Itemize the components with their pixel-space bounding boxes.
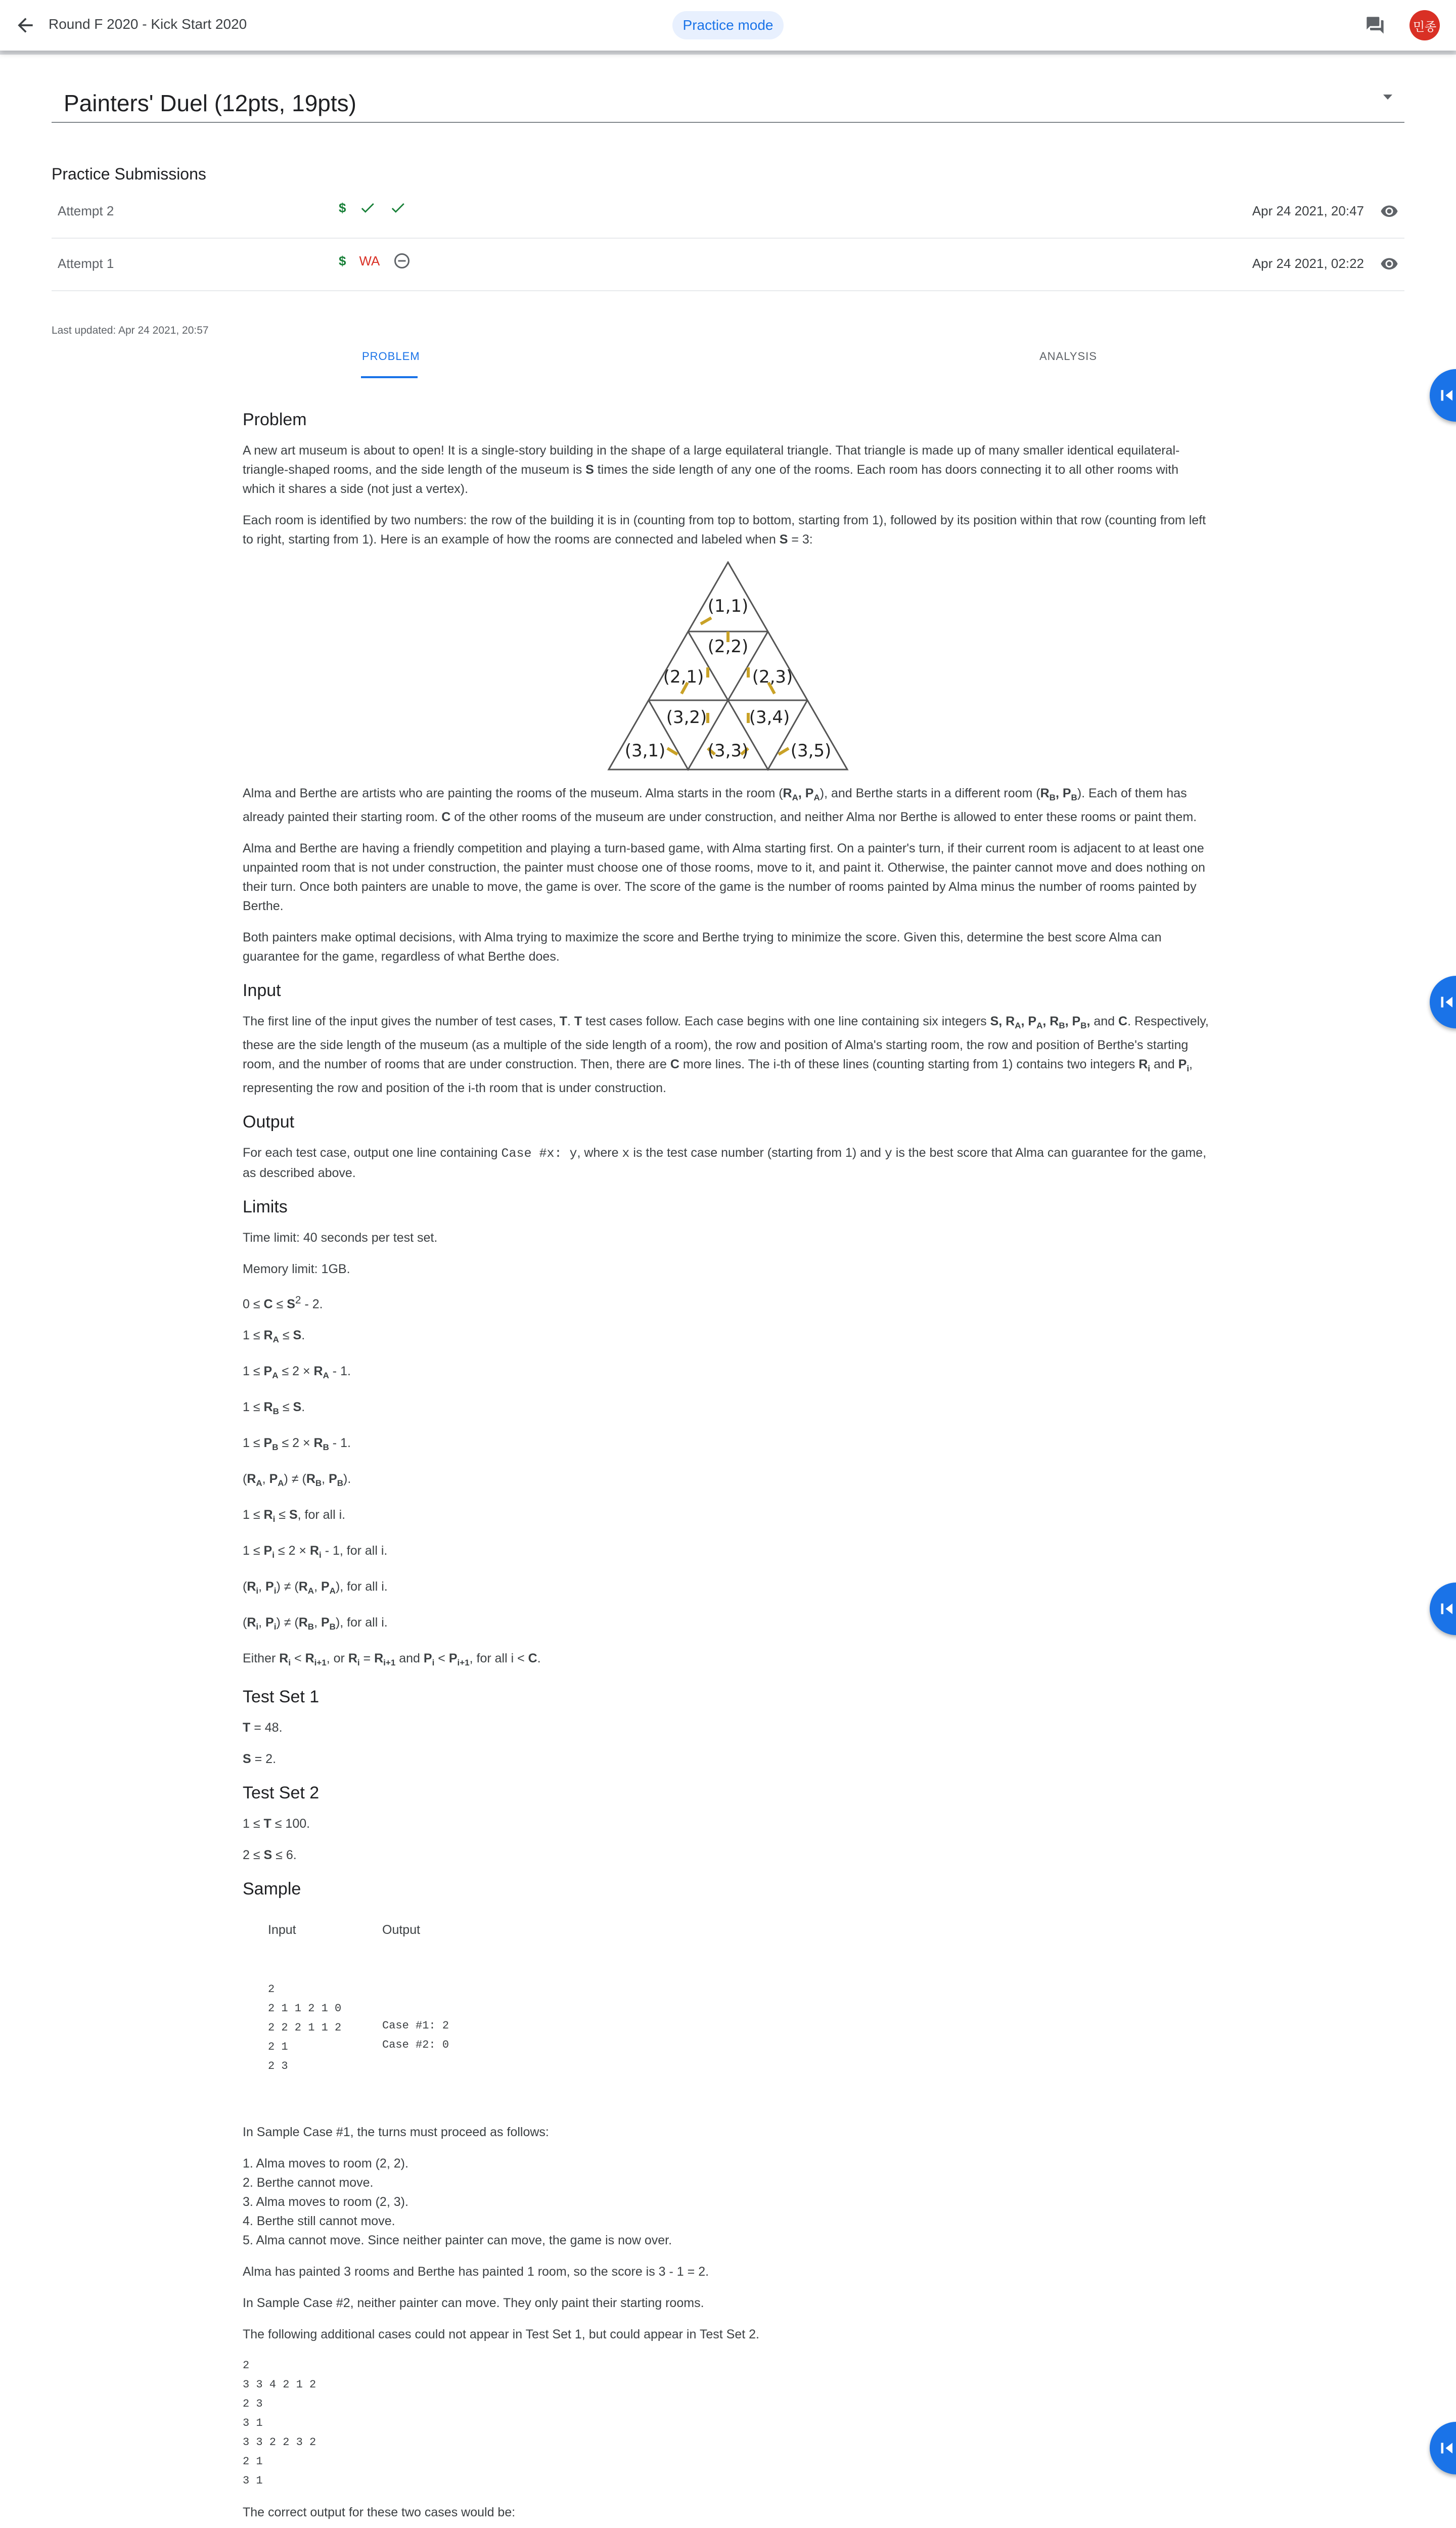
back-arrow-icon[interactable] bbox=[14, 14, 36, 36]
check-icon bbox=[359, 199, 376, 216]
first-page-icon bbox=[1439, 2441, 1456, 2455]
paragraph: The correct output for these two cases would be: bbox=[243, 2505, 516, 2520]
paragraph: In Sample Case #2, neither painter can move. They only paint their starting rooms. bbox=[243, 2296, 704, 2311]
chat-icon[interactable] bbox=[1365, 15, 1385, 35]
minus-circle-icon bbox=[393, 252, 411, 270]
sample-output[interactable]: Case #1: 2 Case #2: 0 bbox=[382, 2019, 449, 2052]
room-label: (3,2) bbox=[666, 707, 707, 728]
paragraph: Alma and Berthe are having a friendly competition and playing a turn-based game, with Alma starting first. On a painter's turn, if their current room is adjacent to at least one unpainted room that is not under construction, the painter must choose one of those rooms, move to it, and paint it. Otherwise, the painter cannot move and does nothing on their turn. Once both painters are unable to move, the game is over. The score of the game is the number of rooms painted by Alma minus the number of rooms painted by Berthe. bbox=[243, 841, 1205, 913]
tab-analysis[interactable]: ANALYSIS bbox=[1039, 350, 1097, 363]
problem-selector-label: Painters' Duel (12pts, 19pts) bbox=[64, 90, 356, 116]
expand-panel-button[interactable] bbox=[1430, 2422, 1456, 2474]
paragraph: In Sample Case #1, the turns must proceed as follows: bbox=[243, 2125, 549, 2140]
constraint: $1 \le P_i \le 2 \times R_i - 1$, for all i. bbox=[243, 1544, 388, 1560]
first-page-icon bbox=[1439, 995, 1456, 1009]
check-icon bbox=[389, 199, 406, 216]
paragraph: Each room is identified by two numbers: the row of the building it is in (counting from top to bottom, starting from 1), followed by its position within that row (counting from left to right, starting from 1). Here is an example of how the rooms are connected and labeled when S = 3: bbox=[243, 513, 1206, 547]
constraint: S = 2. bbox=[243, 1752, 277, 1767]
room-label: (3,4) bbox=[749, 707, 790, 728]
submissions-title: Practice Submissions bbox=[52, 165, 206, 183]
header-divider bbox=[0, 51, 1456, 55]
section-heading-sample: Sample bbox=[243, 1879, 301, 1899]
section-heading-input: Input bbox=[243, 981, 281, 1000]
constraint: $1 \le R_i \le S$, for all i. bbox=[243, 1508, 346, 1524]
constraint: 2 ≤ S ≤ 6. bbox=[243, 1848, 297, 1863]
tab-problem[interactable]: PROBLEM bbox=[362, 350, 420, 363]
expand-panel-button[interactable] bbox=[1430, 369, 1456, 422]
constraint: $1 \le P_B \le 2 \times R_B - 1$. bbox=[243, 1436, 351, 1453]
paragraph: Alma and Berthe are artists who are painting the rooms of the museum. Alma starts in the room ($R_A$, $P_A$), and Berthe starts in a different room ($R_B$, $P_B$). Each of them has already painted their starting room. C of the other rooms of the museum are under construction, and neither Alma nor Berthe is allowed to enter these rooms or paint them. bbox=[243, 786, 1197, 824]
active-tab-indicator bbox=[361, 376, 418, 378]
constraint: ($R_i$, $P_i) \ne (R_A$, $P_A$), for all i. bbox=[243, 1579, 388, 1596]
section-heading-limits: Limits bbox=[243, 1197, 288, 1216]
list-item: 3. Alma moves to room (2, 3). bbox=[243, 2195, 408, 2209]
paragraph: The following additional cases could not appear in Test Set 1, but could appear in Test Set 2. bbox=[243, 2327, 759, 2342]
verdicts bbox=[339, 252, 411, 270]
submission-date: Apr 24 2021, 02:22 bbox=[1252, 256, 1364, 271]
section-heading-output: Output bbox=[243, 1112, 295, 1132]
first-page-icon bbox=[1439, 388, 1456, 402]
list-item: 4. Berthe still cannot move. bbox=[243, 2214, 395, 2229]
room-label: (3,1) bbox=[624, 741, 666, 761]
constraint: $1 \le R_A \le S$. bbox=[243, 1328, 305, 1345]
room-label: (2,2) bbox=[707, 637, 749, 657]
limit-time: Time limit: 40 seconds per test set. bbox=[243, 1231, 438, 1245]
expand-panel-button[interactable] bbox=[1430, 1583, 1456, 1635]
sample-input-header: Input bbox=[268, 1923, 296, 1937]
top-app-bar bbox=[0, 0, 1456, 51]
verdicts bbox=[339, 199, 406, 216]
constraint: T = 48. bbox=[243, 1721, 283, 1735]
eye-icon[interactable] bbox=[1380, 203, 1398, 218]
constraint: $1 \le R_B \le S$. bbox=[243, 1400, 305, 1417]
attempt-label: Attempt 2 bbox=[58, 203, 114, 218]
museum-diagram bbox=[607, 561, 849, 774]
constraint: ($R_A$, $P_A) \ne (R_B$, $P_B$). bbox=[243, 1472, 351, 1488]
section-heading-test-set-1: Test Set 1 bbox=[243, 1687, 320, 1707]
turn-steps bbox=[243, 2154, 1213, 2250]
constraint: ($R_i$, $P_i) \ne (R_B$, $P_B$), for all i. bbox=[243, 1615, 388, 1632]
chevron-down-icon bbox=[1383, 95, 1392, 100]
constraint: $1 \le P_A \le 2 \times R_A - 1$. bbox=[243, 1364, 351, 1381]
dollar-icon: $ bbox=[339, 253, 346, 268]
sample-input[interactable]: 2 2 1 1 2 1 0 2 2 2 1 1 2 2 1 2 3 bbox=[268, 1983, 342, 2073]
first-page-icon bbox=[1439, 1602, 1456, 1616]
paragraph: Alma has painted 3 rooms and Berthe has painted 1 room, so the score is 3 - 1 = 2. bbox=[243, 2265, 709, 2279]
wrong-answer-badge: WA bbox=[359, 253, 380, 268]
limit-memory: Memory limit: 1GB. bbox=[243, 1262, 350, 1276]
eye-icon[interactable] bbox=[1380, 256, 1398, 271]
list-item: 5. Alma cannot move. Since neither painter can move, the game is now over. bbox=[243, 2233, 672, 2248]
paragraph: Both painters make optimal decisions, with Alma trying to maximize the score and Berthe trying to minimize the score. Given this, determine the best score Alma can guarantee for the game, regardless of what Berthe does. bbox=[243, 930, 1162, 964]
constraint: 1 ≤ T ≤ 100. bbox=[243, 1817, 310, 1831]
room-label: (2,3) bbox=[752, 667, 793, 687]
constraint: $0 \le C \le S^2 - 2$. bbox=[243, 1294, 323, 1312]
extra-input[interactable]: 2 3 3 4 2 1 2 2 3 3 1 3 3 2 2 3 2 2 1 3 1 bbox=[243, 2359, 316, 2488]
room-label: (1,1) bbox=[707, 596, 749, 616]
paragraph: A new art museum is about to open! It is a single-story building in the shape of a large equilateral triangle. That triangle is made up of many smaller identical equilateral-triangle-shaped rooms, and the side length of the museum is S times the side length of any one of the rooms. Each room has doors connecting it to all other rooms with which it shares a side (not just a vertex). bbox=[243, 443, 1180, 496]
avatar[interactable]: 민종 bbox=[1409, 10, 1440, 40]
room-label: (3,5) bbox=[790, 741, 832, 761]
constraint: Either $R_i < R_{i+1}$, or $R_i = R_{i+1}$ and $P_i < P_{i+1}$, for all i < C. bbox=[243, 1651, 541, 1668]
submission-row[interactable] bbox=[52, 185, 1404, 239]
practice-mode-chip[interactable]: Practice mode bbox=[672, 11, 784, 39]
paragraph: For each test case, output one line containing Case #x: y, where x is the test case number (starting from 1) and y is the best score that Alma can guarantee for the game, as described above. bbox=[243, 1146, 1207, 1180]
room-label: (3,3) bbox=[707, 741, 749, 761]
submission-date: Apr 24 2021, 20:47 bbox=[1252, 203, 1364, 218]
submission-row[interactable] bbox=[52, 238, 1404, 291]
dollar-icon: $ bbox=[339, 200, 346, 215]
attempt-label: Attempt 1 bbox=[58, 256, 114, 271]
paragraph: The first line of the input gives the number of test cases, T. T test cases follow. Each case begins with one line containing six integers S, $R_A$, $P_A$, $R_B$, $P_B$, and C. Respectively, these are the side length of the museum (as a multiple of the side length of a room), the row and position of Alma's starting room, the row and position of Berthe's starting room, and the number of rooms that are under construction. Then, there are C more lines. The i-th of these lines (counting starting from 1) contains two integers $R_i$ and $P_i$, representing the row and position of the i-th room that is under construction. bbox=[243, 1014, 1209, 1095]
sample-table bbox=[268, 1920, 1213, 2087]
list-item: 2. Berthe cannot move. bbox=[243, 2176, 374, 2190]
section-heading-test-set-2: Test Set 2 bbox=[243, 1783, 320, 1803]
list-item: 1. Alma moves to room (2, 2). bbox=[243, 2156, 408, 2171]
last-updated: Last updated: Apr 24 2021, 20:57 bbox=[52, 325, 209, 336]
problem-selector[interactable] bbox=[52, 83, 1404, 123]
sample-output-header: Output bbox=[382, 1923, 421, 1937]
room-label: (2,1) bbox=[663, 667, 704, 687]
section-heading-problem: Problem bbox=[243, 410, 307, 429]
round-title: Round F 2020 - Kick Start 2020 bbox=[49, 16, 247, 32]
problem-statement bbox=[243, 400, 1213, 2528]
expand-panel-button[interactable] bbox=[1430, 976, 1456, 1028]
